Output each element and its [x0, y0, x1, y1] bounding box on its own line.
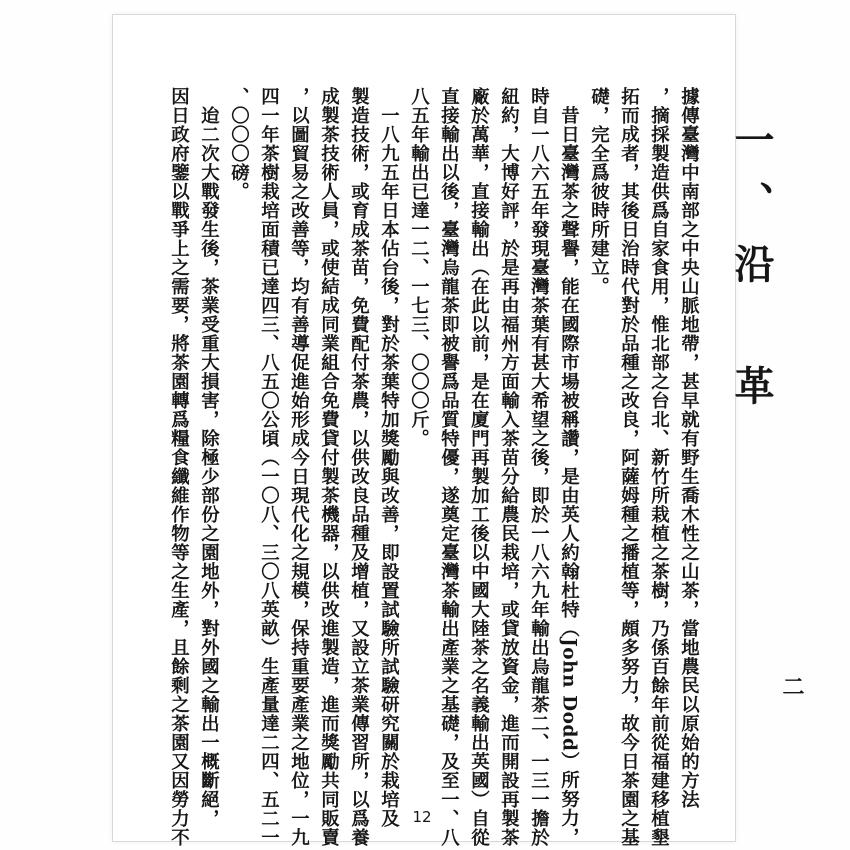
text-column-1: 據傳臺灣中南部之中央山脈地帶，甚早就有野生喬木性之山茶，當地農民以原始的方法 — [678, 87, 700, 809]
text-column-9: 直接輸出以後，臺灣烏龍茶即被譽爲品質特優，遂奠定臺灣茶輸出產業之基礎，及至一、八 — [438, 87, 460, 847]
chapter-number: 二 — [779, 675, 805, 697]
heading-part-2: 革 — [728, 365, 775, 427]
text-column-12: 製造技術，或育成茶苗，免費配付茶農，以供改良品種及增植，又設立茶業傳習所，以爲養 — [348, 87, 370, 847]
text-column-16: 、〇〇〇磅。 — [228, 87, 250, 201]
text-column-10: 八五年輸出已達一二、一七三、〇〇〇斤。 — [408, 87, 430, 448]
text-column-14: ，以圖貿易之改善等，均有善導促進始形成今日現代化之規模，保持重要產業之地位，一九 — [288, 87, 310, 847]
text-column-2: ，摘採製造供爲自家食用，惟北部之台北、新竹所栽植之茶樹，乃係百餘年前從福建移植墾 — [648, 87, 670, 847]
text-column-17: 迨二次大戰發生後，茶業受重大損害，除極少部份之園地外，對外國之輸出一概斷絕， — [198, 87, 220, 828]
text-column-3: 拓而成者，其後日治時代對於品種之改良，阿薩姆種之播植等，頗多努力，故今日茶園之基 — [618, 87, 640, 847]
section-heading — [728, 119, 775, 427]
text-column-13: 成製茶技術人員，或使結成同業組合免費貸付製茶機器，以供改進製造，進而獎勵共同販賣 — [318, 87, 340, 847]
page-number: 12 — [412, 808, 432, 826]
text-column-11: 一八九五年日本佔台後，對於茶葉特加獎勵與改善，即設置試驗所試驗研究關於栽培及 — [378, 87, 400, 828]
text-column-6: 時自一八六五年發現臺灣茶葉有甚大希望之後，即於一八六九年輸出烏龍茶二、一三一擔於 — [528, 87, 550, 847]
text-column-7: 紐約，大博好評，於是再由福州方面輸入茶苗分給農民栽培，或貸放資金，進而開設再製茶 — [498, 87, 520, 847]
text-column-18: 因日政府鑒以戰爭上之需要，將茶園轉爲糧食纖維作物等之生產，且餘剩之茶園又因勞力不 — [168, 87, 190, 847]
heading-part-1: 一、沿 — [728, 119, 775, 305]
text-column-5: 昔日臺灣茶之聲譽，能在國際市場被稱讚，是由英人約翰杜特（John Dodd）所努力， — [558, 87, 580, 847]
book-page — [112, 14, 805, 847]
text-column-8: 廠於萬華，直接輸出（在此以前，是在廈門再製加工後以中國大陸茶之名義輸出英國）自從 — [468, 87, 490, 847]
text-column-15: 四一年茶樹栽培面積已達四三、八五〇公頃（一〇八、三〇八英畝）生產量達二四、五二一 — [258, 87, 280, 847]
text-column-4: 礎，完全爲彼時所建立。 — [588, 87, 610, 296]
